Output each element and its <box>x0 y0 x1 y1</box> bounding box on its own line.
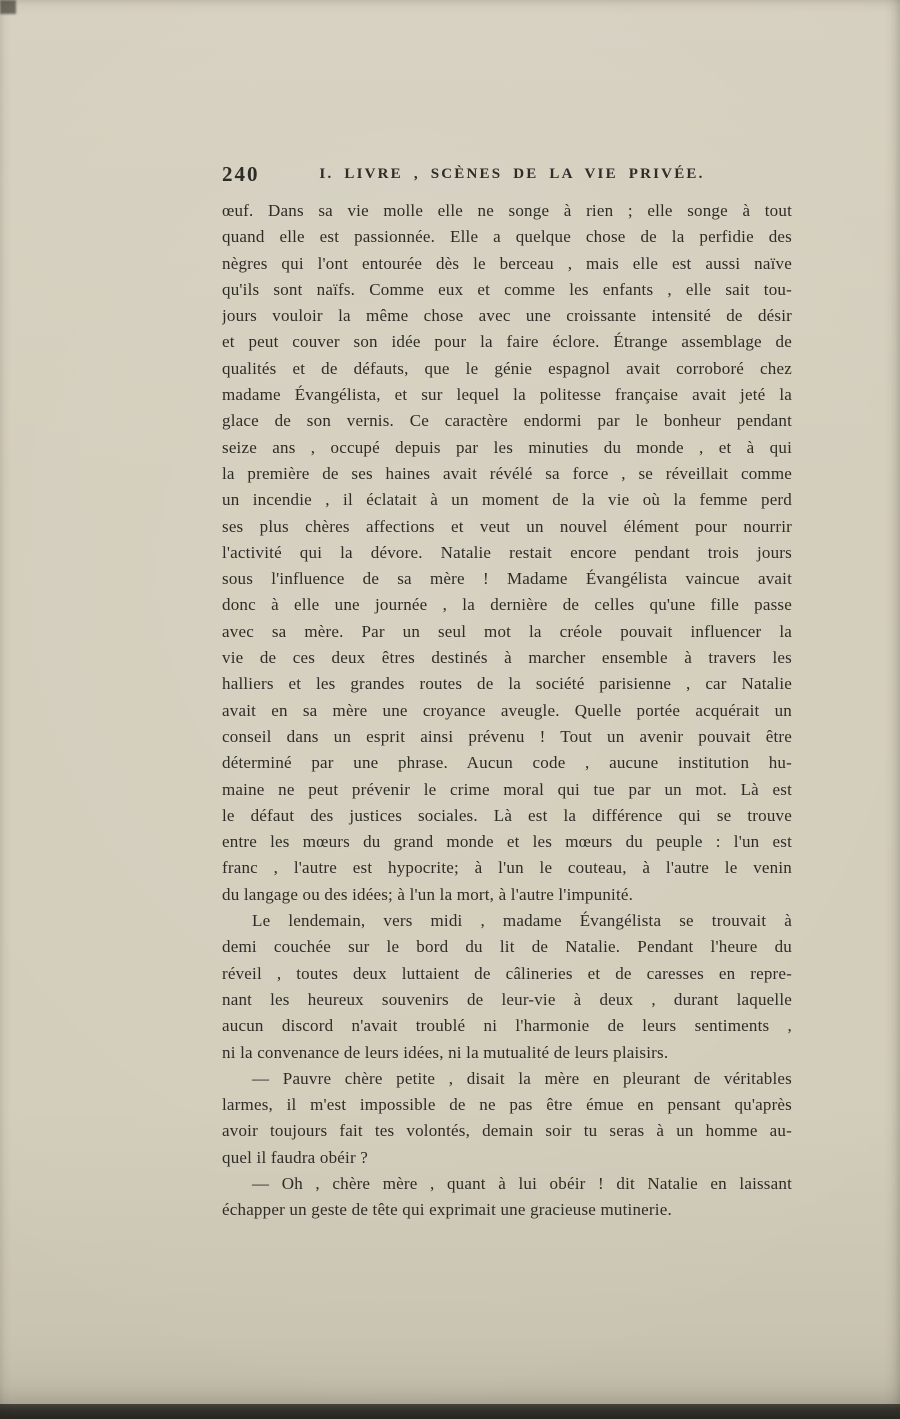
text-line: — Pauvre chère petite , disait la mère en pleurant de véritables <box>252 1068 792 1088</box>
text-line: du langage ou des idées; à l'un la mort, à l'autre l'impunité. <box>222 884 634 904</box>
text-line: qu'ils sont naïfs. Comme eux et comme les enfants , elle sait tou- <box>222 279 792 299</box>
body-text <box>222 198 792 1224</box>
text-line: et peut couver son idée pour la faire éclore. Étrange assemblage de <box>222 332 792 352</box>
text-line: franc , l'autre est hypocrite; à l'un le couteau, à l'autre le venin <box>222 858 792 878</box>
page-number: 240 <box>222 162 260 186</box>
text-line: le défaut des justices sociales. Là est la différence qui se trouve <box>222 805 792 825</box>
text-line: seize ans , occupé depuis par les minuties du monde , et à qui <box>222 437 792 457</box>
text-line: larmes, il m'est impossible de ne pas être émue en pensant qu'après <box>222 1095 792 1115</box>
text-line: entre les mœurs du grand monde et les mœurs du peuple : l'un est <box>222 832 792 852</box>
text-line: un incendie , il éclatait à un moment de la vie où la femme perd <box>222 490 792 510</box>
paragraph <box>222 1171 792 1224</box>
paragraph <box>222 1066 792 1171</box>
text-line: déterminé par une phrase. Aucun code , aucune institution hu- <box>222 753 792 773</box>
scan-bottom-edge-bar <box>0 1404 900 1419</box>
text-line: maine ne peut prévenir le crime moral qui tue par un mot. Là est <box>222 779 792 799</box>
text-line: qualités et de défauts, que le génie espagnol avait corroboré chez <box>222 358 792 378</box>
text-line: avait en sa mère une croyance aveugle. Quelle portée acquérait un <box>222 700 792 720</box>
text-line: — Oh , chère mère , quant à lui obéir ! dit Natalie en laissant <box>252 1173 792 1193</box>
text-line: échapper un geste de tête qui exprimait une gracieuse mutinerie. <box>222 1200 672 1220</box>
text-line: halliers et les grandes routes de la société parisienne , car Natalie <box>222 674 792 694</box>
text-block <box>222 158 792 1224</box>
text-line: réveil , toutes deux luttaient de câlineries et de caresses en repre- <box>222 963 792 983</box>
text-line: sous l'influence de sa mère ! Madame Évangélista vaincue avait <box>222 569 792 589</box>
scan-corner-smudge <box>0 0 16 14</box>
text-line: avoir toujours fait tes volontés, demain soir tu seras à un homme au- <box>222 1121 792 1141</box>
text-line: jours vouloir la même chose avec une croissante intensité de désir <box>222 306 792 326</box>
text-line: ses plus chères affections et veut un nouvel élément pour nourrir <box>222 516 792 536</box>
text-line: glace de son vernis. Ce caractère endormi par le bonheur pendant <box>222 411 792 431</box>
text-line: avec sa mère. Par un seul mot la créole pouvait influencer la <box>222 621 792 641</box>
text-line: quand elle est passionnée. Elle a quelque chose de la perfidie des <box>222 227 792 247</box>
text-line: Le lendemain, vers midi , madame Évangélista se trouvait à <box>252 911 792 931</box>
paragraph <box>222 198 792 908</box>
text-line: nègres qui l'ont entourée dès le berceau , mais elle est aussi naïve <box>222 253 792 273</box>
text-line: ni la convenance de leurs idées, ni la mutualité de leurs plaisirs. <box>222 1042 669 1062</box>
text-line: vie de ces deux êtres destinés à marcher ensemble à travers les <box>222 648 792 668</box>
text-line: madame Évangélista, et sur lequel la politesse française avait jeté la <box>222 385 792 405</box>
text-line: quel il faudra obéir ? <box>222 1147 369 1167</box>
page-header <box>222 158 792 198</box>
text-line: donc à elle une journée , la dernière de celles qu'une fille passe <box>222 595 792 615</box>
text-line: nant les heureux souvenirs de leur-vie à deux , durant laquelle <box>222 989 792 1009</box>
text-line: l'activité qui la dévore. Natalie restait encore pendant trois jours <box>222 542 792 562</box>
text-line: conseil dans un esprit ainsi prévenu ! Tout un avenir pouvait être <box>222 726 792 746</box>
text-line: aucun discord n'avait troublé ni l'harmonie de leurs sentiments , <box>222 1016 792 1036</box>
text-line: œuf. Dans sa vie molle elle ne songe à rien ; elle songe à tout <box>222 201 792 220</box>
paragraph <box>222 908 792 1066</box>
running-header: I. LIVRE , SCÈNES DE LA VIE PRIVÉE. <box>319 166 705 182</box>
text-line: demi couchée sur le bord du lit de Natalie. Pendant l'heure du <box>222 937 792 957</box>
text-line: la première de ses haines avait révélé sa force , se réveillait comme <box>222 463 792 483</box>
